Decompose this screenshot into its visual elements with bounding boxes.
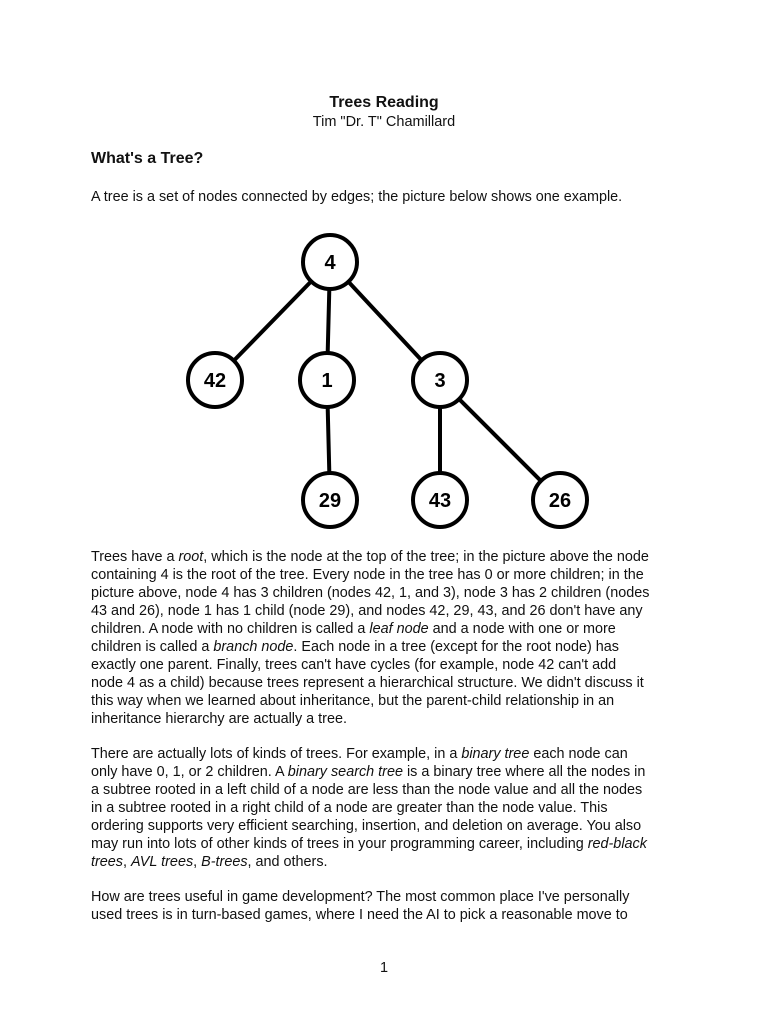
tree-node-3 [413, 353, 467, 407]
paragraph-root-definition [91, 548, 691, 728]
tree-edge-n4-n3 [348, 282, 421, 361]
text-line: picture above, node 4 has 3 children (nodes 42, 1, and 3), node 3 has 2 children (nodes [91, 585, 650, 601]
tree-node-1 [300, 353, 354, 407]
tree-node-label: 26 [548, 490, 572, 512]
tree-edge-n4-n1 [328, 289, 330, 353]
tree-node-label: 4 [324, 252, 336, 274]
paragraph-game-development [91, 888, 691, 924]
tree-node-26 [533, 473, 587, 527]
tree-edge-n4-n42 [234, 281, 311, 360]
tree-node-label: 29 [318, 490, 342, 512]
text-line: ordering supports very efficient searching, insertion, and deletion on average. You also [91, 818, 642, 834]
text-line: children. A node with no children is called a leaf node and a node with one or more [91, 621, 616, 637]
document-title: Trees Reading [329, 94, 439, 111]
text-line: only have 0, 1, or 2 children. A binary search tree is a binary tree where all the nodes in [91, 764, 646, 780]
tree-edge-n1-n29 [328, 407, 330, 473]
tree-node-42 [188, 353, 242, 407]
page-number: 1 [379, 960, 389, 976]
tree-node-43 [413, 473, 467, 527]
text-line: exactly one parent. Finally, trees can't have cycles (for example, node 42 can't add [91, 657, 617, 673]
intro-paragraph [91, 188, 691, 206]
tree-edge-n3-n26 [459, 399, 541, 481]
text-line: in a subtree rooted in a right child of a node are greater than the node value. This [91, 800, 608, 816]
text-line: may run into lots of other kinds of trees in your programming career, including red-black [91, 836, 647, 852]
intro-line: A tree is a set of nodes connected by edges; the picture below shows one example. [91, 189, 623, 205]
text-line: node 4 as a child) because trees represent a hierarchical structure. We didn't discuss it [91, 675, 644, 691]
text-line: There are actually lots of kinds of trees. For example, in a binary tree each node can [91, 746, 628, 762]
text-line: 43 and 26), node 1 has 1 child (node 29), and nodes 42, 29, 43, and 26 don't have any [91, 603, 643, 619]
text-line: children is called a branch node. Each node in a tree (except for the root node) has [91, 639, 619, 655]
tree-node-label: 43 [428, 490, 452, 512]
tree-node-label: 42 [203, 370, 227, 392]
text-line: inheritance hierarchy are actually a tree. [91, 711, 347, 727]
tree-node-29 [303, 473, 357, 527]
author-line: Tim "Dr. T" Chamillard [312, 114, 456, 130]
tree-diagram [170, 220, 610, 540]
section-heading: What's a Tree? [91, 150, 204, 167]
text-line: used trees is in turn-based games, where I need the AI to pick a reasonable move to [91, 907, 628, 923]
text-line: How are trees useful in game development? The most common place I've personally [91, 889, 630, 905]
tree-node-4 [303, 235, 357, 289]
tree-node-label: 3 [434, 370, 446, 392]
tree-node-label: 1 [321, 370, 333, 392]
text-line: Trees have a root, which is the node at the top of the tree; in the picture above the node [91, 549, 649, 565]
paragraph-kinds-of-trees [91, 745, 691, 871]
text-line: trees, AVL trees, B-trees, and others. [91, 854, 328, 870]
text-line: this way when we learned about inheritance, but the parent-child relationship in an [91, 693, 615, 709]
text-line: a subtree rooted in a left child of a node are less than the node value and all the nodes [91, 782, 643, 798]
text-line: containing 4 is the root of the tree. Every node in the tree has 0 or more children; in the [91, 567, 644, 583]
